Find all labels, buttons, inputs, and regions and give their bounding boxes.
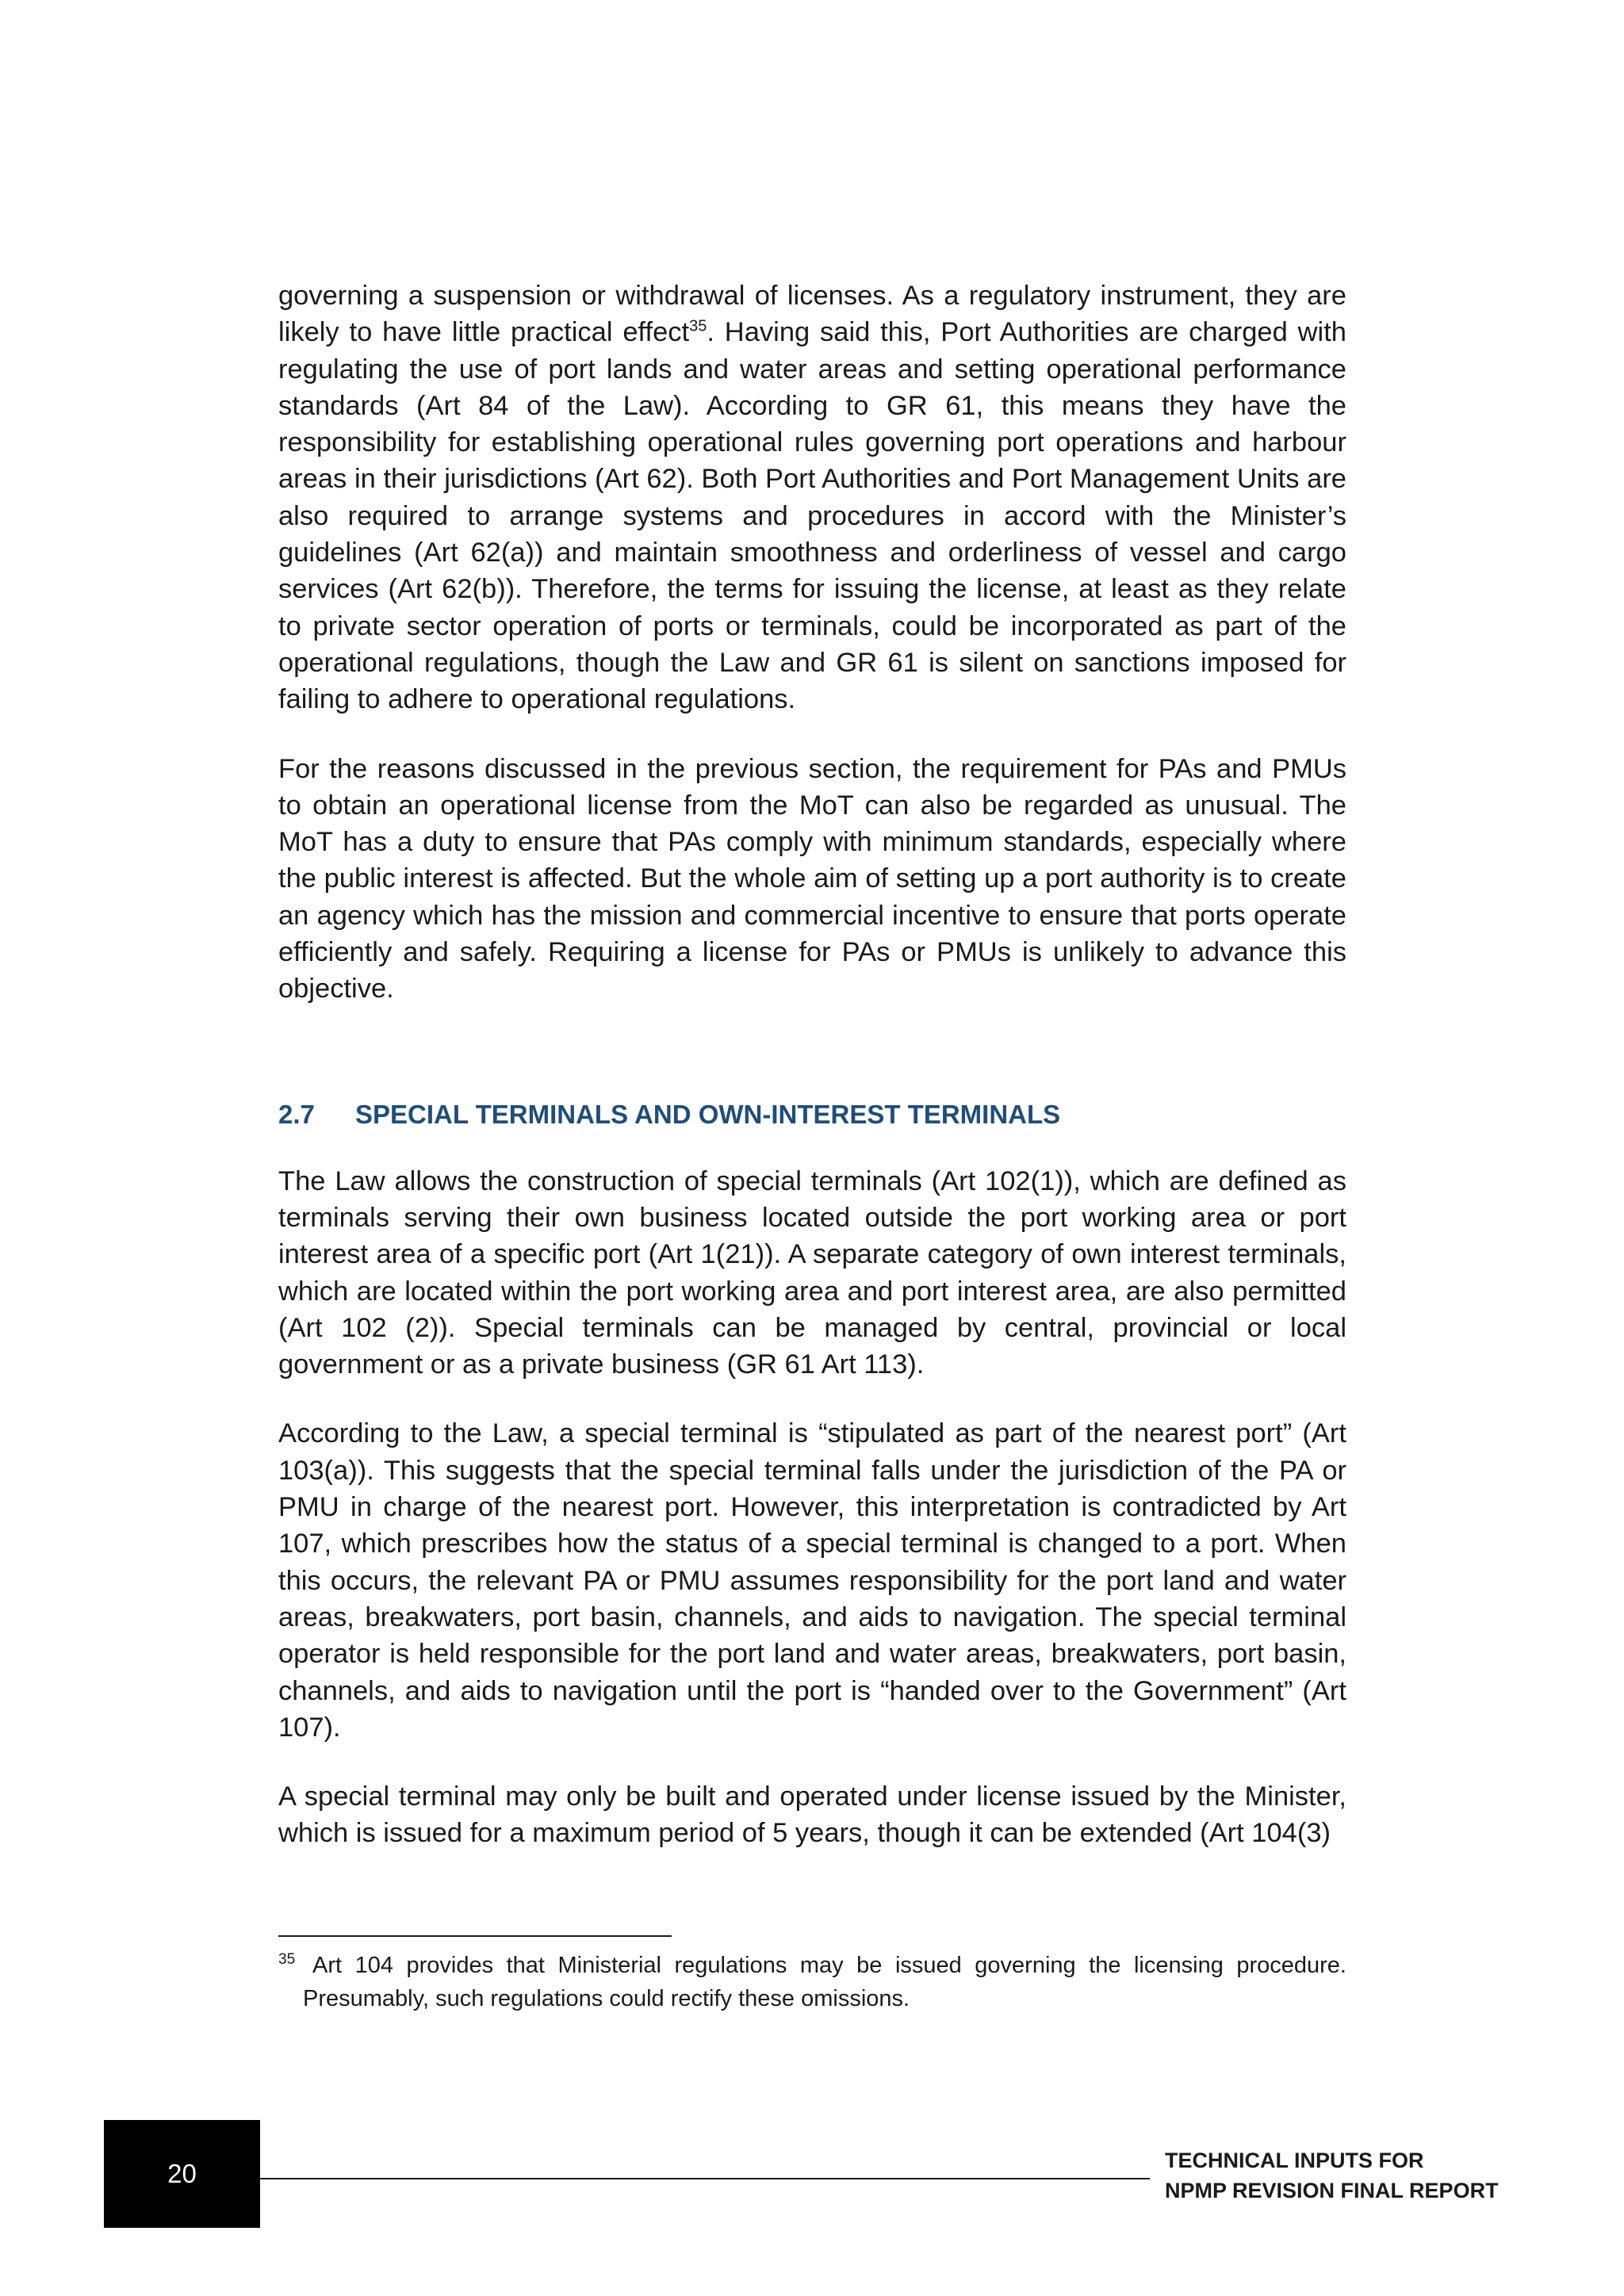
section-number: 2.7 <box>278 1099 315 1129</box>
paragraph-licensing-effect <box>278 277 1346 718</box>
footnote-number: 35 <box>278 1951 296 1969</box>
paragraph-special-terminals: The Law allows the construction of special terminals (Art 102(1)), which are defined as terminals serving their own business located outside the port working area or port interest area of a specific port (Art 1(21)). A separate category of own interest terminals, which are located within the port working area and port interest area, are also permitted (Art 102 (2)). Special terminals can be managed by central, provincial or local government or as a private business (GR 61 Art 113). <box>278 1165 1346 1380</box>
footer-report-title <box>1165 2145 1499 2206</box>
section-heading <box>278 1096 1346 1133</box>
footnote-divider <box>278 1935 672 1937</box>
paragraph-operational-license: For the reasons discussed in the previous section, the requirement for PAs and PMUs to obtain an operational license from the MoT can also be regarded as unusual. The MoT has a duty to ensure that PAs comply with minimum standards, especially where the public interest is affected. But the whole aim of setting up a port authority is to create an agency which has the mission and commercial incentive to ensure that ports operate efficiently and safely. Requiring a license for PAs or PMUs is unlikely to advance this objective. <box>278 753 1346 1004</box>
section-title: SPECIAL TERMINALS AND OWN-INTEREST TERMINALS <box>355 1099 1061 1129</box>
footer-title-line-2: NPMP REVISION FINAL REPORT <box>1165 2179 1499 2202</box>
paragraph-text: governing a suspension or withdrawal of licenses. As a regulatory instrument, they are likely to have little practical effect <box>278 281 1346 348</box>
footnote-text: Art 104 provides that Ministerial regulations may be issued governing the licensing procedure. Presumably, such regulations could rectify these omissions. <box>303 1953 1346 2011</box>
footnote-reference[interactable]: 35 <box>689 317 707 335</box>
page-number-box <box>104 2120 260 2228</box>
paragraph-license-minister: A special terminal may only be built and operated under license issued by the Minister, which is issued for a maximum period of 5 years, though it can be extended (Art 104(3) <box>278 1781 1346 1849</box>
footer-divider <box>260 2178 1150 2179</box>
paragraph-text: . Having said this, Port Authorities are charged with regulating the use of port lands and water areas and setting operational performance standards (Art 84 of the Law). According to GR 61, this means they have the responsibility for establishing operational rules governing port operations and harbour areas in their jurisdictions (Art 62). Both Port Authorities and Port Management Units are also required to arrange systems and procedures in accord with the Minister’s guidelines (Art 62(a)) and maintain smoothness and orderliness of vessel and cargo services (Art 62(b)). Therefore, the terms for issuing the license, at least as they relate to private sector operation of ports or terminals, could be incorporated as part of the operational regulations, though the Law and GR 61 is silent on sanctions imposed for failing to adhere to operational regulations. <box>278 317 1346 715</box>
paragraph-nearest-port: According to the Law, a special terminal is “stipulated as part of the nearest port” (Art 103(a)). This suggests that the special terminal falls under the jurisdiction of the PA or PMU in charge of the nearest port. However, this interpretation is contradicted by Art 107, which prescribes how the status of a special terminal is changed to a port. When this occurs, the relevant PA or PMU assumes responsibility for the port land and water areas, breakwaters, port basin, channels, and aids to navigation. The special terminal operator is held responsible for the port land and water areas, breakwaters, port basin, channels, and aids to navigation until the port is “handed over to the Government” (Art 107). <box>278 1418 1346 1743</box>
footnote <box>278 1949 1346 2015</box>
main-content <box>278 277 1346 1885</box>
page-number: 20 <box>167 2159 197 2188</box>
footer-title-line-1: TECHNICAL INPUTS FOR <box>1165 2149 1424 2172</box>
